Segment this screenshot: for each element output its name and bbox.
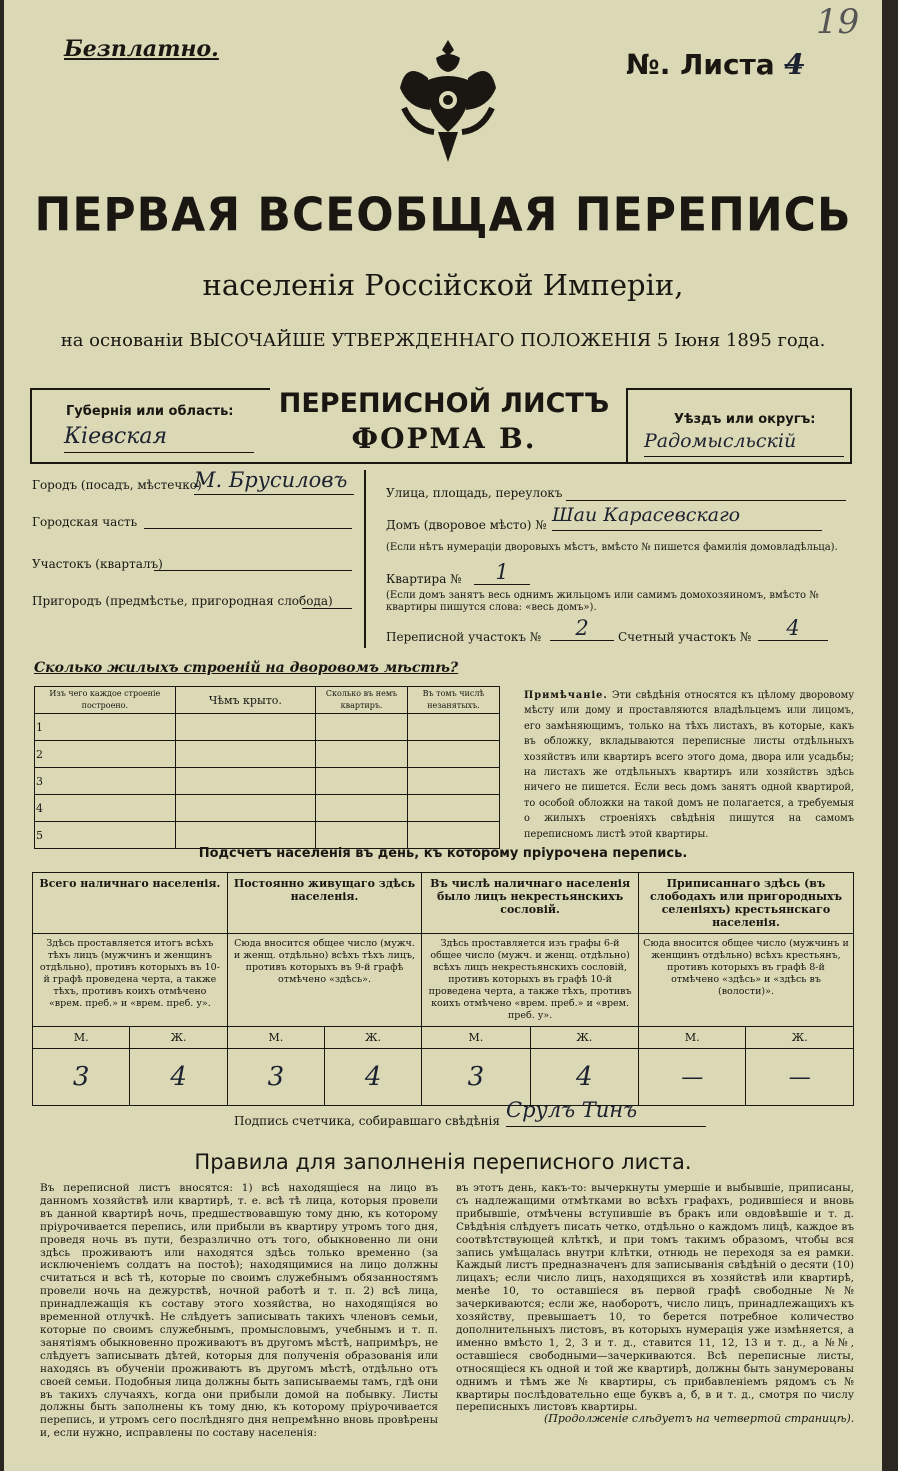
street-label: Улица, площадь, переулокъ — [386, 486, 563, 500]
house-label: Домъ (дворовое мѣсто) № — [386, 518, 547, 532]
city-value: М. Брусиловъ — [194, 468, 354, 495]
count-value: 4 — [324, 1049, 421, 1106]
apartment-note: (Если домъ занятъ весь однимъ жильцомъ или самимъ домохозяиномъ, вмѣсто № квартиры пишутся слова: «весь домъ»). — [386, 590, 819, 613]
count-header: Въ числѣ наличнаго населенія было лицъ некрестьянскихъ сословій. — [422, 873, 639, 934]
census-sheet — [4, 0, 882, 1471]
house-note: (Если нѣтъ нумераціи дворовыхъ мѣстъ, вмѣсто № пишется фамилія домовладѣльца). — [386, 542, 838, 553]
divider — [626, 388, 852, 390]
uezd-label: Уѣздъ или округъ: — [674, 412, 816, 427]
row-number: 1 — [35, 714, 176, 741]
population-count-table — [32, 872, 854, 1106]
table-row — [35, 768, 500, 795]
suburb-label: Пригородъ (предмѣстье, пригородная слобода) — [32, 594, 333, 608]
female-label: Ж. — [324, 1027, 421, 1049]
table-row — [35, 687, 500, 714]
table-row — [33, 1027, 854, 1049]
count-desc: Сюда вносится общее число (мужчинъ и женщинъ отдѣльно) всѣхъ крестьянъ, противъ которыхъ въ графѣ 8-й отмѣчено «здѣсь» и «здѣсь въ (волости)». — [638, 934, 853, 1027]
table-header: Изъ чего каждое строеніе построено. — [35, 687, 176, 714]
count-header: Приписаннаго здѣсь (въ слободахъ или пригородныхъ селеніяхъ) крестьянскаго населенія. — [638, 873, 853, 934]
count-area-label: Счетный участокъ № — [618, 630, 752, 644]
city-label: Городъ (посадъ, мѣстечко) — [32, 478, 202, 492]
count-desc: Здѣсь проставляется итогъ всѣхъ тѣхъ лицъ (мужчинъ и женщинъ отдѣльно), противъ которыхъ въ 10-й графѣ проведена черта, а также тѣхъ, противъ коихъ отмѣчено «врем. преб.» и «врем. преб. у». — [33, 934, 228, 1027]
signature-label: Подпись счетчика, собиравшаго свѣдѣнія — [234, 1114, 500, 1128]
census-area-value: 2 — [550, 616, 614, 641]
male-label: М. — [638, 1027, 745, 1049]
note-label: Примѣчаніе. — [524, 690, 608, 701]
count-header: Постоянно живущаго здѣсь населенія. — [227, 873, 421, 934]
rules-title: Правила для заполненія переписного листа. — [194, 1150, 692, 1174]
row-number: 5 — [35, 822, 176, 849]
row-number: 3 — [35, 768, 176, 795]
buildings-table — [34, 686, 500, 849]
apartment-label: Квартира № — [386, 572, 462, 586]
divider — [30, 388, 270, 390]
city-part-field — [144, 512, 352, 529]
rules-continued: (Продолженіе слѣдуетъ на четвертой страницѣ). — [544, 1412, 855, 1425]
rules-right-column: въ этотъ день, какъ-то: вычеркнуты умершіе и выбывшіе, приписаны, съ надлежащими отмѣтками во всѣхъ графахъ, родившіеся и вновь прибывшіе, отмѣчены вступившіе въ бракъ или овдовѣвшіе и т. д. Свѣдѣнія слѣдуетъ писать четко, отдѣльно о каждомъ лицѣ, каждое въ соотвѣтствующей клѣткѣ, и при томъ такимъ образомъ, чтобы вся запись умѣщалась внутри клѣтки, отнюдь не переходя за ея рамки. Каждый листъ предназначенъ для записыванія свѣдѣній о десяти (10) лицахъ; если число лицъ, находящихся въ хозяйствѣ или квартирѣ, менѣе 10, то оставшіеся въ первой графѣ свободные №№ зачеркиваются; если же, наоборотъ, число лицъ, принадлежащихъ къ хозяйству, превышаетъ 10, то берется потребное количество дополнительныхъ листовъ, въ которыхъ нумерація уже измѣняется, а именно вмѣсто 1, 2, 3 и т. д., ставится 11, 12, 13 и т. д., а №№, оставшіеся свободными—зачеркиваются. Всѣ переписные листы, относящіеся къ одной и той же квартирѣ, должны быть занумерованы однимъ и тѣмъ же № квартиры, съ прибавленіемъ рядомъ съ № квартиры послѣдовательно еще буквъ а, б, в и т. д., смотря по числу переписныхъ листовъ квартиры. — [456, 1182, 854, 1414]
female-label: Ж. — [746, 1027, 854, 1049]
street-field — [566, 484, 846, 501]
table-row — [33, 1049, 854, 1106]
guberniya-label: Губернія или область: — [66, 404, 234, 419]
count-desc: Здѣсь проставляется изъ графы 6-й общее число (мужч. и женщ. отдѣльно) всѣхъ лицъ некрестьянскихъ сословій, противъ которыхъ въ графѣ 10-й проведена черта, а также тѣхъ, противъ коихъ отмѣчено «врем. преб.» и «врем. преб. у». — [422, 934, 639, 1027]
count-value: — — [638, 1049, 745, 1106]
free-label: Безплатно. — [64, 36, 219, 62]
count-header: Всего наличнаго населенія. — [33, 873, 228, 934]
divider — [850, 388, 852, 463]
divider — [364, 470, 366, 648]
double-headed-eagle-emblem — [398, 38, 498, 188]
count-value: — — [746, 1049, 854, 1106]
count-value: 3 — [422, 1049, 530, 1106]
count-desc: Сюда вносится общее число (мужч. и женщ. отдѣльно) всѣхъ тѣхъ лицъ, противъ которыхъ въ 9-й графѣ отмѣчено «здѣсь». — [227, 934, 421, 1027]
table-row — [35, 795, 500, 822]
signature-value: Срулъ Тинъ — [506, 1098, 706, 1127]
sheet-number-value: 4 — [784, 48, 804, 81]
divider — [30, 462, 852, 464]
male-label: М. — [422, 1027, 530, 1049]
table-header: Въ томъ числѣ незанятыхъ. — [407, 687, 499, 714]
buildings-question: Сколько жилыхъ строеній на дворовомъ мѣстѣ? — [34, 660, 459, 676]
sheet-number-label: №. Листа — [626, 48, 775, 81]
district-field — [154, 554, 352, 571]
table-row — [33, 934, 854, 1027]
count-value: 4 — [130, 1049, 227, 1106]
suburb-field — [302, 592, 352, 609]
table-row — [35, 741, 500, 768]
rules-left-column: Въ переписной листъ вносятся: 1) всѣ находящіеся на лицо въ данномъ хозяйствѣ или квартирѣ, т. е. всѣ тѣ лица, которыя провели въ данной квартирѣ ночь, предшествовавшую тому дню, къ которому пріурочивается перепись, или прибыли въ квартиру утромъ того дня, проведя ночь въ пути, безразлично отъ того, обыкновенно ли они здѣсь проживаютъ или находятся здѣсь только временно (за исключеніемъ солдатъ на постоѣ); находящимися на лицо должны считаться и всѣ тѣ, которые по своимъ служебнымъ обязанностямъ провели ночь на дежурствѣ, ночной работѣ и т. п. 2) всѣ лица, принадлежащія къ составу этого хозяйства, но находящіяся во временной отлучкѣ. Не слѣдуетъ записывать такихъ членовъ семьи, которые по своимъ служебнымъ, промысловымъ, учебнымъ и т. п. занятіямъ обыкновенно проживаютъ въ другомъ мѣстѣ, напримѣръ, не слѣдуетъ записывать дѣтей, которыя для полученія образованія или находясь въ обученіи проживаютъ въ другомъ мѣстѣ, отдѣльно отъ своей семьи. Подобныя лица должны быть записываемы тамъ, гдѣ они въ такихъ случаяхъ, когда они прибыли домой на побывку. Листы должны быть заполнены къ тому дню, къ которому пріурочивается перепись, и утромъ сего послѣдняго дня непремѣнно вновь провѣрены и, если нужно, исправлены по составу населенія: — [40, 1182, 438, 1440]
house-value: Шаи Карасевскаго — [552, 504, 822, 531]
table-row — [35, 822, 500, 849]
archive-page-number: 19 — [816, 2, 860, 42]
uezd-value: Радомысльскій — [644, 430, 844, 457]
count-value: 4 — [530, 1049, 638, 1106]
row-number: 4 — [35, 795, 176, 822]
table-header: Сколько въ немъ квартиръ. — [316, 687, 408, 714]
table-row — [33, 873, 854, 934]
count-value: 3 — [33, 1049, 130, 1106]
female-label: Ж. — [530, 1027, 638, 1049]
female-label: Ж. — [130, 1027, 227, 1049]
census-area-label: Переписной участокъ № — [386, 630, 542, 644]
row-number: 2 — [35, 741, 176, 768]
city-part-label: Городская часть — [32, 515, 138, 529]
apartment-value: 1 — [474, 560, 530, 585]
count-title: Подсчетъ населенія въ день, къ которому пріурочена перепись. — [198, 846, 688, 861]
count-area-value: 4 — [758, 616, 828, 641]
divider — [626, 388, 628, 463]
divider — [30, 388, 32, 463]
sheet-number — [626, 48, 804, 81]
page-subtitle: населенія Россійской Имперіи, — [202, 268, 684, 302]
table-header: Чѣмъ крыто. — [175, 687, 315, 714]
form-type: ФОРМА В. — [351, 422, 537, 455]
male-label: М. — [33, 1027, 130, 1049]
male-label: М. — [227, 1027, 324, 1049]
district-label: Участокъ (кварталъ) — [32, 557, 163, 571]
page-title: ПЕРВАЯ ВСЕОБЩАЯ ПЕРЕПИСЬ — [34, 188, 852, 243]
guberniya-value: Кіевская — [64, 424, 254, 453]
note-text: Эти свѣдѣнія относятся къ цѣлому дворовому мѣсту или дому и проставляются владѣльцемъ или лицомъ, его замѣняющимъ, только на тѣхъ листахъ, въ которые, какъ въ обложку, вкладываются переписные листы отдѣльныхъ хозяйствъ или квартиръ всего этого дома, двора или усадьбы; на листахъ же отдѣльныхъ квартиръ или хозяйствъ здѣсь ничего не пишется. Если весь домъ занятъ одной квартирой, то особой обложки на такой домъ не полагается, а требуемыя о жилыхъ строеніяхъ свѣдѣнія пишутся на самомъ переписномъ листѣ этой квартиры. — [524, 690, 854, 840]
legal-basis: на основаніи ВЫСОЧАЙШЕ УТВЕРЖДЕННАГО ПОЛОЖЕНІЯ 5 Іюня 1895 года. — [60, 330, 826, 351]
table-row — [35, 714, 500, 741]
buildings-note — [524, 688, 854, 842]
count-value: 3 — [227, 1049, 324, 1106]
form-name: ПЕРЕПИСНОЙ ЛИСТЪ — [278, 388, 610, 419]
